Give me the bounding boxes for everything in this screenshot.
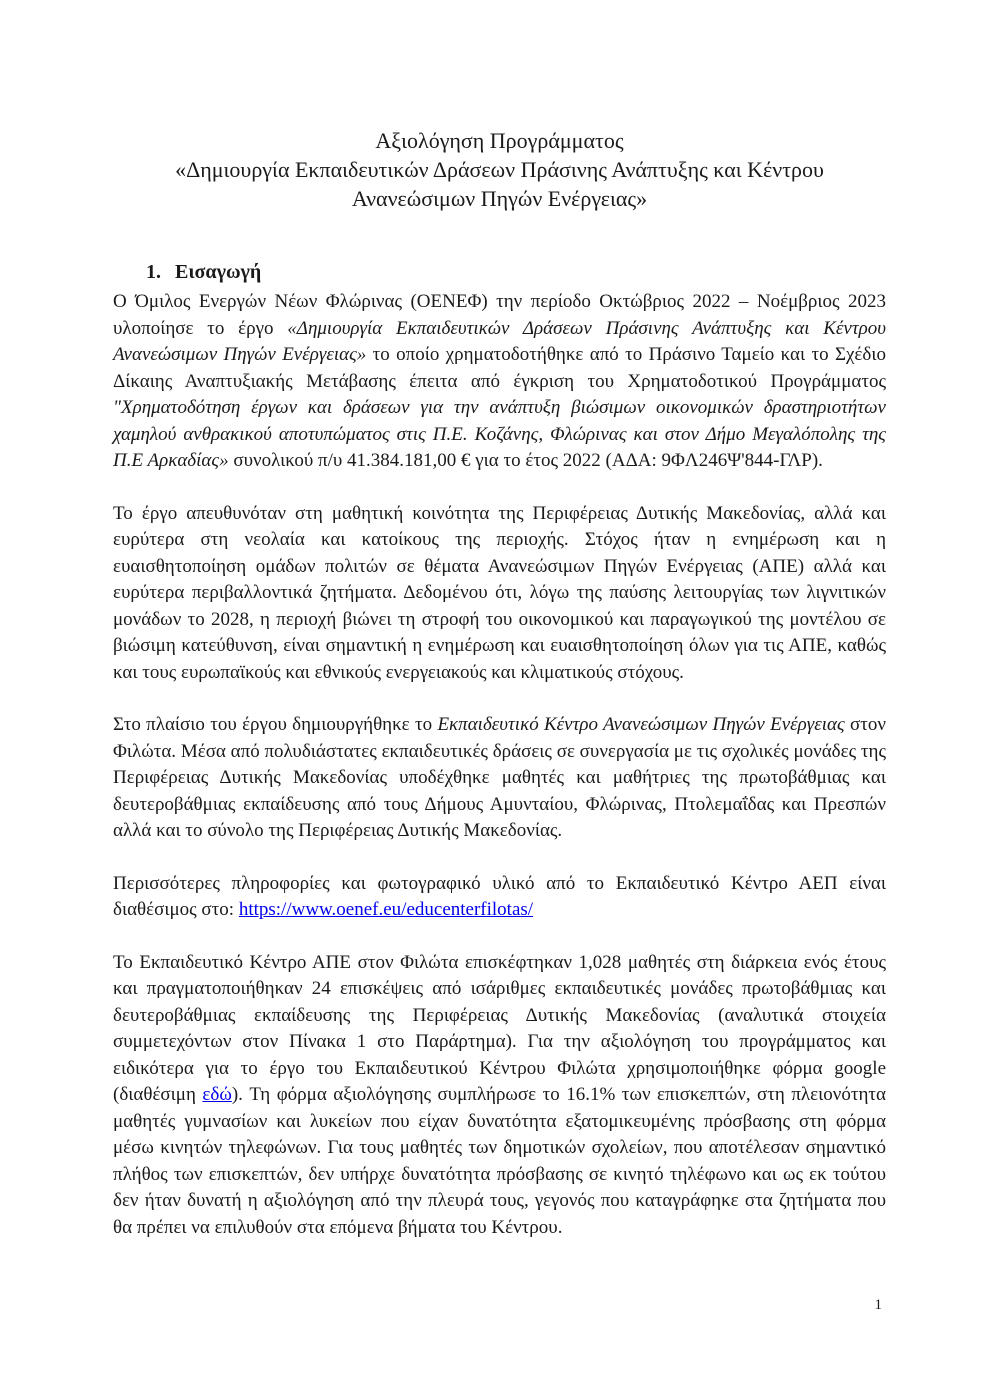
funding-program-name-italic: "Χρηματοδότηση έργων και δράσεων για την ανάπτυξη βιώσιμων οικονομικών δραστηριοτήτων χαμηλού ανθρακικού αποτυπώματος στις Π.Ε. Κοζάνης, Φλώρινας και στον Δήμο Μεγαλόπολης της Π.Ε Αρκαδίας»: [113, 397, 886, 471]
text-run: Ο Όμιλος Ενεργών Νέων Φλώρινας (ΟΕΝΕΦ) την περίοδο Οκτώβριος 2022 – Νοέμβριος 2023 υλοποίησε το έργο: [113, 291, 886, 339]
document-title-line-3: Ανανεώσιμων Πηγών Ενέργειας»: [351, 186, 648, 211]
text-run: ). Τη φόρμα αξιολόγησης συμπλήρωσε το 16.1% των επισκεπτών, στη πλειονότητα μαθητές γυμνασίων και λυκείων που είχαν δυνατότητα εξατομικευμένης πρόσβασης στη φόρμα μέσω κινητών τηλεφώνων. Για τους μαθητές των δημοτικών σχολείων, που αποτέλεσαν σημαντικό πλήθος των επισκεπτών, δεν υπήρχε δυνατότητα πρόσβασης σε κινητό τηλέφωνο και ως εκ τούτου δεν ήταν δυνατή η αξιολόγηση από την πλευρά τους, γεγονός που καταγράφηκε στα ζητήματα που θα πρέπει να επιλυθούν στα επόμενα βήματα του Κέντρου.: [113, 1084, 886, 1238]
center-name-italic: Εκπαιδευτικό Κέντρο Ανανεώσιμων Πηγών Ενέργειας: [437, 714, 845, 735]
section-heading-introduction: [113, 259, 886, 286]
document-title-line-2: «Δημιουργία Εκπαιδευτικών Δράσεων Πράσινης Ανάπτυξης και Κέντρου: [175, 157, 824, 182]
paragraph-target-audience: [113, 501, 886, 687]
document-title: [113, 126, 886, 213]
section-number: 1.: [146, 261, 161, 283]
paragraph-funding: [113, 289, 886, 475]
text-run: Το Εκπαιδευτικό Κέντρο ΑΠΕ στον Φιλώτα επισκέφτηκαν 1,028 μαθητές στη διάρκεια ενός έτους και πραγματοποιήθηκαν 24 επισκέψεις από ισάριθμες εκπαιδευτικές μονάδες πρωτοβάθμιας και δευτεροβάθμιας εκπαίδευσης της Περιφέρειας Δυτικής Μακεδονίας (αναλυτικά στοιχεία συμμετεχόντων στον Πίνακα 1 στο Παράρτημα). Για την αξιολόγηση του προγράμματος και ειδικότερα για το έργο του Εκπαιδευτικού Κέντρου Φιλώτα χρησιμοποιήθηκε φόρμα google (διαθέσιμη: [113, 951, 886, 1105]
text-run: στον Φιλώτα. Μέσα από πολυδιάστατες εκπαιδευτικές δράσεις σε συνεργασία με τις σχολικές μονάδες της Περιφέρειας Δυτικής Μακεδονίας υποδέχθηκε μαθητές και μαθήτριες της πρωτοβάθμιας και δευτεροβάθμιας εκπαίδευσης από τους Δήμους Αμυνταίου, Φλώρινας, Πτολεμαΐδας και Πρεσπών αλλά και το σύνολο της Περιφέρειας Δυτικής Μακεδονίας.: [113, 714, 887, 841]
project-name-italic: «Δημιουργία Εκπαιδευτικών Δράσεων Πράσινης Ανάπτυξης και Κέντρου Ανανεώσιμων Πηγών Ενέργειας»: [113, 317, 886, 365]
text-run: το οποίο χρηματοδοτήθηκε από το Πράσινο Ταμείο και το Σχέδιο Δίκαιης Αναπτυξιακής Μετάβασης έπειτα από έγκριση του Χρηματοδοτικού Προγράμματος: [113, 344, 886, 392]
paragraph-more-info: [113, 871, 886, 924]
page-number: 1: [874, 1297, 882, 1313]
paragraph-evaluation-stats: [113, 950, 886, 1242]
text-run: Περισσότερες πληροφορίες και φωτογραφικό υλικό από το Εκπαιδευτικό Κέντρο ΑΕΠ είναι διαθέσιμος στο:: [113, 872, 886, 920]
text-run: Στο πλαίσιο του έργου δημιουργήθηκε το: [113, 714, 438, 735]
document-title-line-1: Αξιολόγηση Προγράμματος: [375, 128, 624, 153]
document-content: [113, 126, 886, 1241]
evaluation-form-link[interactable]: εδώ: [202, 1084, 232, 1105]
section-title: Εισαγωγή: [175, 261, 262, 283]
educenter-website-link[interactable]: https://www.oenef.eu/educenterfilotas/: [238, 899, 534, 920]
text-run: Το έργο απευθυνόταν στη μαθητική κοινότητα της Περιφέρειας Δυτικής Μακεδονίας, αλλά και ευρύτερα στη νεολαία και κατοίκους της περιοχής. Στόχος ήταν η ενημέρωση και η ευαισθητοποίηση ομάδων πολιτών σε θέματα Ανανεώσιμων Πηγών Ενέργειας (ΑΠΕ) αλλά και ευρύτερα περιβαλλοντικά ζητήματα. Δεδομένου ότι, λόγω της παύσης λειτουργίας των λιγνιτικών μονάδων το 2028, η περιοχή βιώνει τη στροφή του οικονομικού και παραγωγικού της μοντέλου σε βιώσιμη κατεύθυνση, είναι σημαντική η ενημέρωση και ευαισθητοποίηση όλων για τις ΑΠΕ, καθώς και τους ευρωπαϊκούς και εθνικούς ενεργειακούς και κλιματικούς στόχους.: [113, 502, 886, 683]
text-run: συνολικού π/υ 41.384.181,00 € για το έτος 2022 (ΑΔΑ: 9ΦΛ246Ψ'844-ΓΛΡ).: [228, 450, 823, 471]
paragraph-education-center: [113, 712, 886, 845]
